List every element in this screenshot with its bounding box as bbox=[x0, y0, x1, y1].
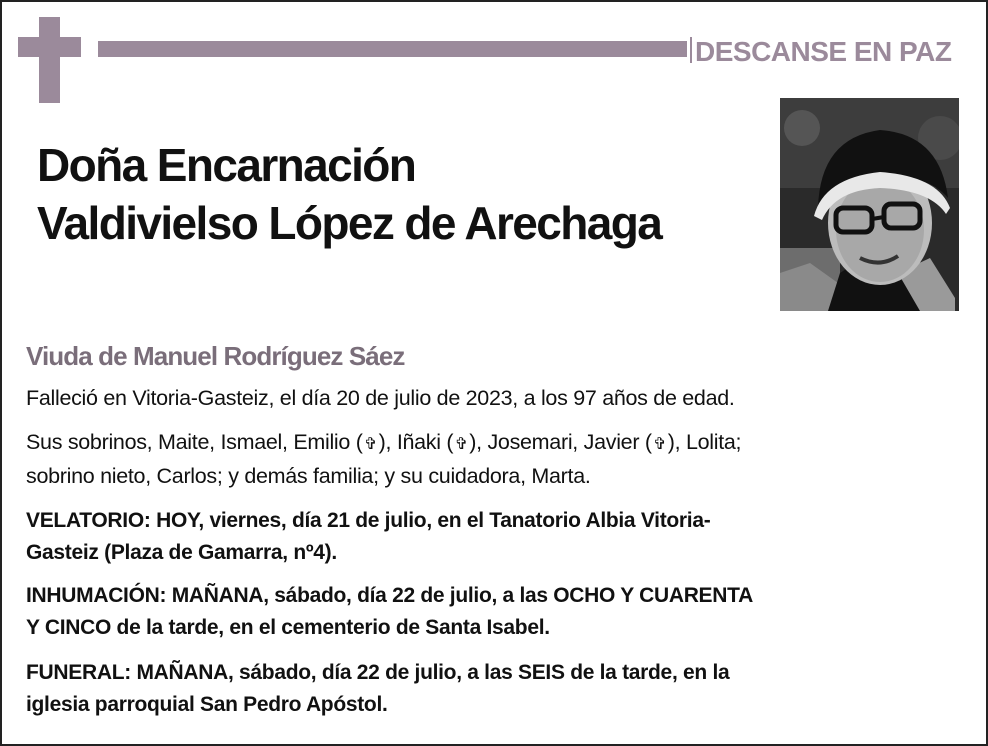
funeral-paragraph bbox=[26, 657, 966, 721]
portrait-photo bbox=[780, 98, 959, 311]
widow-text: Viuda de Manuel Rodríguez Sáez bbox=[26, 341, 405, 371]
family-text: ), Iñaki ( bbox=[378, 430, 454, 454]
header-divider-bar bbox=[98, 41, 687, 57]
family-paragraph bbox=[26, 426, 966, 492]
deceased-name-line1: Doña Encarnación bbox=[37, 139, 416, 191]
cross-icon: ✞ bbox=[364, 434, 378, 453]
cross-vertical-bar bbox=[39, 17, 60, 103]
inhumacion-line2: Y CINCO de la tarde, en el cementerio de Santa Isabel. bbox=[26, 616, 550, 639]
cross-horizontal-bar bbox=[18, 37, 81, 57]
family-line2: sobrino nieto, Carlos; y demás familia; y su cuidadora, Marta. bbox=[26, 464, 591, 488]
portrait-image bbox=[780, 98, 959, 311]
header-label: DESCANSE EN PAZ bbox=[695, 36, 952, 67]
deceased-name-line2: Valdivielso López de Arechaga bbox=[37, 197, 662, 249]
death-text: Falleció en Vitoria-Gasteiz, el día 20 de julio de 2023, a los 97 años de edad. bbox=[26, 386, 735, 410]
velatorio-line2: Gasteiz (Plaza de Gamarra, nº4). bbox=[26, 541, 337, 564]
family-text: ), Josemari, Javier ( bbox=[469, 430, 652, 454]
deceased-name bbox=[37, 136, 777, 252]
funeral-line1: FUNERAL: MAÑANA, sábado, día 22 de julio, a las SEIS de la tarde, en la bbox=[26, 661, 730, 684]
inhumacion-line1: INHUMACIÓN: MAÑANA, sábado, día 22 de julio, a las OCHO Y CUARENTA bbox=[26, 584, 753, 607]
funeral-line2: iglesia parroquial San Pedro Apóstol. bbox=[26, 693, 388, 716]
header-separator bbox=[690, 37, 692, 63]
cross-icon: ✞ bbox=[454, 434, 468, 453]
cross-icon: ✞ bbox=[653, 434, 667, 453]
family-text: ), Lolita; bbox=[667, 430, 742, 454]
inhumacion-paragraph bbox=[26, 580, 966, 644]
velatorio-paragraph bbox=[26, 505, 966, 569]
family-text: Sus sobrinos, Maite, Ismael, Emilio ( bbox=[26, 430, 363, 454]
velatorio-line1: VELATORIO: HOY, viernes, día 21 de julio, en el Tanatorio Albia Vitoria- bbox=[26, 509, 711, 532]
family-line1 bbox=[26, 426, 966, 460]
